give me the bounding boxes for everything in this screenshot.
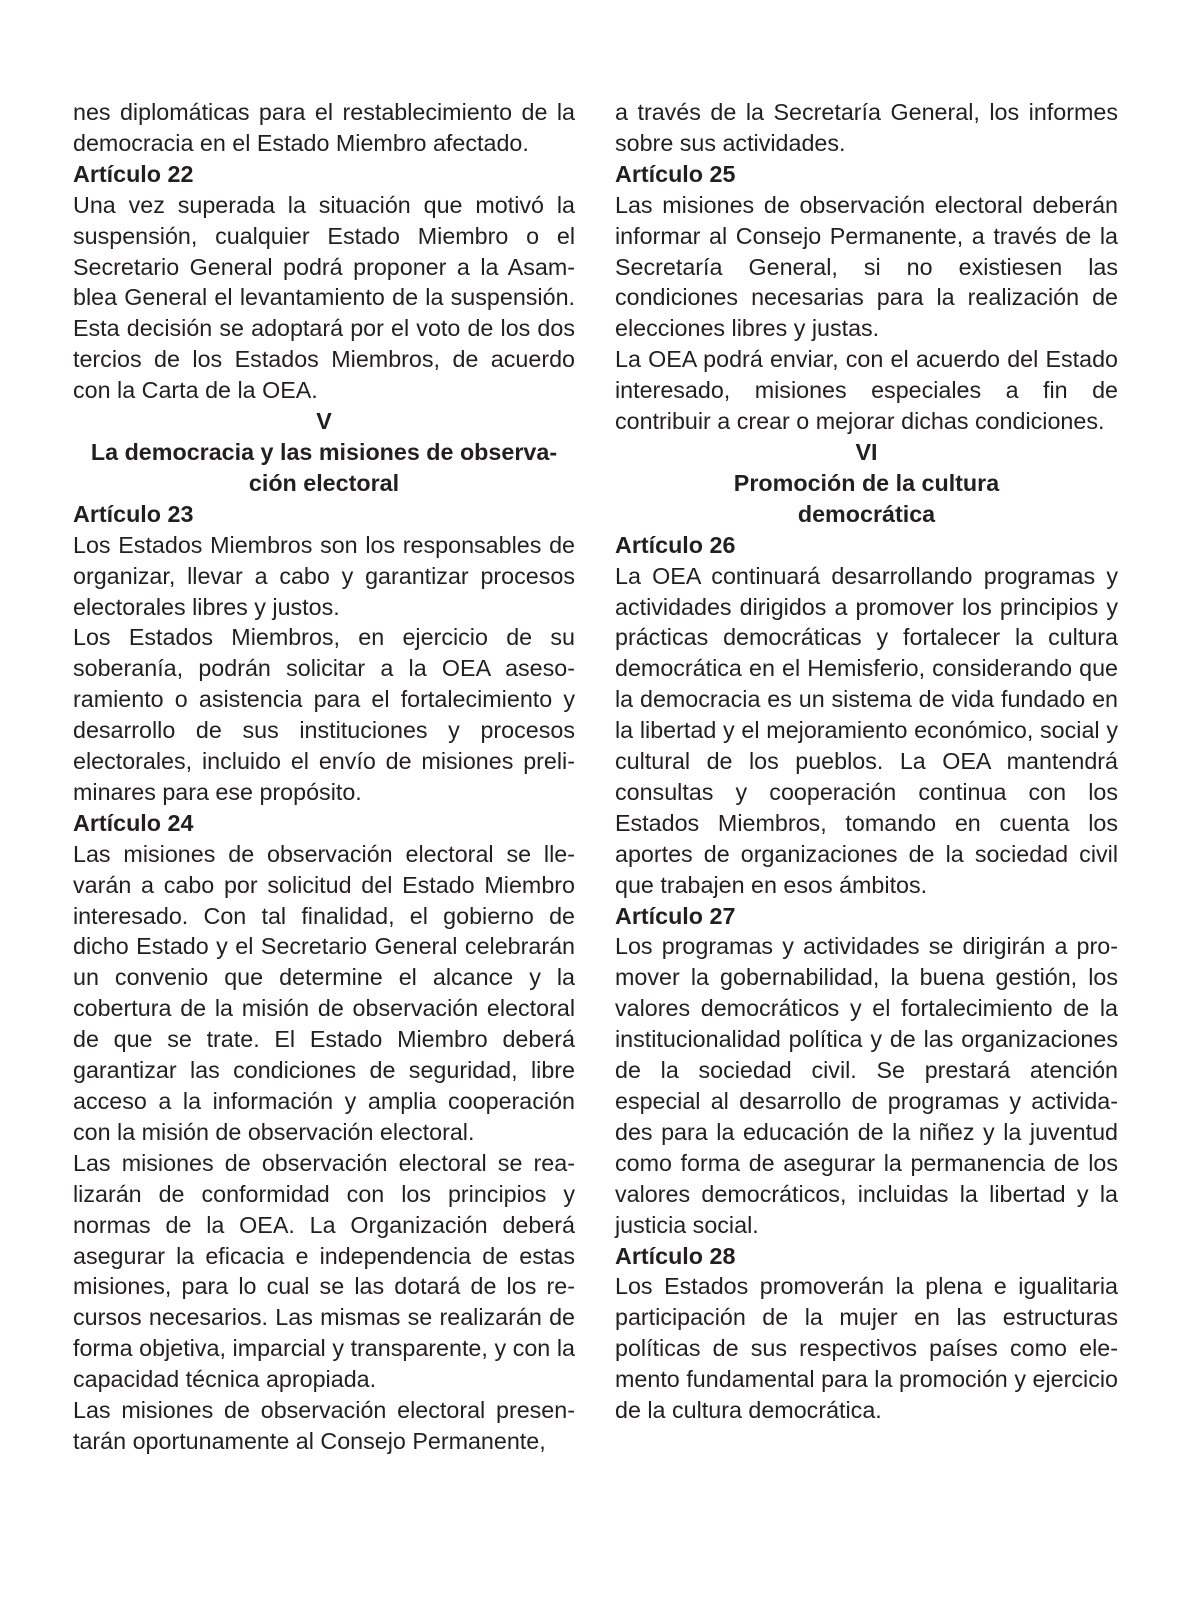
paragraph-continued: a través de la Secretaría General, los informes sobre sus actividades. bbox=[615, 99, 1118, 156]
left-column bbox=[73, 97, 575, 1457]
right-column bbox=[615, 97, 1118, 1426]
section-5-title: La democracia y las misiones de observación electoral bbox=[90, 438, 558, 496]
article-26-paragraph: La OEA continuará desarrollando programas y actividades dirigidos a promover los principios y prácticas democráticas y fortalecer la cultura democrática en el Hemisferio, considerando que la democracia es un sistema de vida fundado en la libertad y el mejoramiento económico, social y cultural de los pueblos. La OEA mantendrá consultas y cooperación continua con los Estados Miembros, tomando en cuenta los aportes de organizaciones de la sociedad civil que trabajen en esos ámbitos. bbox=[615, 562, 1118, 898]
section-5-number: V bbox=[316, 408, 332, 435]
section-6-title-line-1: Promoción de la cultura bbox=[733, 469, 1000, 496]
article-27-heading: Artículo 27 bbox=[615, 902, 736, 929]
article-26-heading: Artículo 26 bbox=[615, 531, 736, 558]
article-23-heading: Artículo 23 bbox=[73, 500, 194, 527]
article-24-heading: Artículo 24 bbox=[73, 809, 194, 836]
paragraph-intro: nes diplomáticas para el restablecimiento de la democracia en el Estado Miembro afectado. bbox=[73, 99, 575, 156]
article-25-paragraph-2: La OEA podrá enviar, con el acuerdo del Estado interesado, misiones especiales a fin de contribuir a crear o mejorar dichas condiciones. bbox=[615, 346, 1118, 435]
article-24-paragraph-3: Las misiones de observación electoral presentarán oportunamente al Consejo Permanente, bbox=[73, 1397, 575, 1454]
section-6-number: VI bbox=[855, 438, 878, 465]
article-25-heading: Artículo 25 bbox=[615, 160, 736, 187]
article-27-paragraph: Los programas y actividades se dirigirán a promover la gobernabilidad, la buena gestión, los valores democráticos y el fortalecimiento de la institucionalidad política y de las organizaciones de la sociedad civil. Se prestará atención especial al desarrollo de programas y actividades para la educación de la niñez y la juventud como forma de asegurar la permanencia de los valores democráticos, incluidas la libertad y la justicia social. bbox=[615, 933, 1118, 1238]
article-24-paragraph-2: Las misiones de observación electoral se realizarán de conformidad con los principios y normas de la OEA. La Organización deberá asegurar la eficacia e independencia de estas misiones, para lo cual se las dotará de los recursos necesarios. Las mismas se realizarán de forma objetiva, imparcial y transparente, y con la capacidad técnica apropiada. bbox=[73, 1149, 575, 1393]
article-25-paragraph-1: Las misiones de observación electoral deberán informar al Consejo Permanente, a través de la Secretaría General, si no existiesen las condiciones necesarias para la realización de elecciones libres y justas. bbox=[615, 191, 1118, 342]
article-28-paragraph: Los Estados promoverán la plena e igualitaria participación de la mujer en las estructuras políticas de sus respectivos países como elemento fundamental para la promoción y ejercicio de la cultura democrática. bbox=[615, 1273, 1118, 1424]
article-23-paragraph-2: Los Estados Miembros, en ejercicio de su soberanía, podrán solicitar a la OEA asesoramiento o asistencia para el fortalecimiento y desarrollo de sus instituciones y procesos electorales, incluido el envío de misiones preliminares para ese propósito. bbox=[73, 624, 575, 805]
article-28-heading: Artículo 28 bbox=[615, 1242, 736, 1269]
article-22-paragraph: Una vez superada la situación que motivó la suspensión, cualquier Estado Miembro o el Secretario General podrá proponer a la Asamblea General el levantamiento de la suspensión. Esta decisión se adoptará por el voto de los dos tercios de los Estados Miembros, de acuerdo con la Carta de la OEA. bbox=[73, 191, 575, 404]
article-22-heading: Artículo 22 bbox=[73, 160, 194, 187]
section-6-title-line-2: democrática bbox=[797, 500, 936, 527]
article-23-paragraph-1: Los Estados Miembros son los responsables de organizar, llevar a cabo y garantizar procesos electorales libres y justos. bbox=[73, 531, 575, 620]
article-24-paragraph-1: Las misiones de observación electoral se llevarán a cabo por solicitud del Estado Miembro interesado. Con tal finalidad, el gobierno de dicho Estado y el Secretario General celebrarán un convenio que determine el alcance y la cobertura de la misión de observación electoral de que se trate. El Estado Miembro deberá garantizar las condiciones de seguridad, libre acceso a la información y amplia cooperación con la misión de observación electoral. bbox=[73, 840, 575, 1145]
